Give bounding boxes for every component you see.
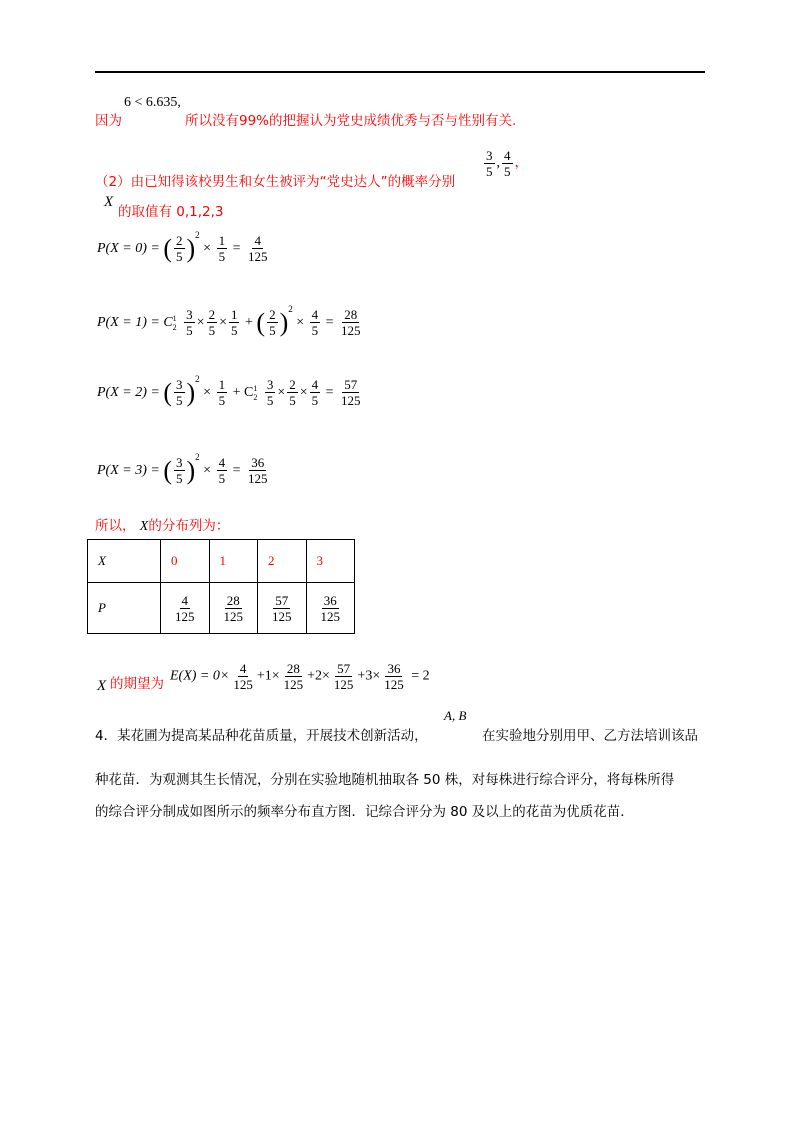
distribution-table [87,539,355,634]
table-cell: $\frac{36}{125}$ [306,583,355,634]
table-row [88,583,355,634]
table-cell: 0 [161,540,210,583]
expectation-label: 的期望为 [110,676,164,692]
equation-p0: P(X = 0) = ( $\frac{2}{5}$ )$^2$ × $\frac{1}{5}$ = $\frac{4}{125}$ [97,230,268,265]
expectation-formula: E(X) = 0× $\frac{4}{125}$ +1× $\frac{28}{125}$ +2× $\frac{57}{125}$ +3× $\frac{36}{125}$ = 2 [170,661,430,692]
table-cell: 2 [258,540,307,583]
table-header-x: X [88,540,161,583]
table-row [88,540,355,583]
distribution-label: 所以， X的分布列为： [95,518,230,534]
fraction: $\frac{3}{5}$ [486,148,493,179]
chi-square-comparison: 6 < 6.635, [124,95,181,110]
variable-x: X [104,194,114,210]
table-cell: 1 [209,540,258,583]
part2-probabilities: $\frac{3}{5}$ , $\frac{4}{5}$ ， [486,148,528,179]
values-text: 的取值有 0,1,2,3 [118,204,224,220]
equation-p2: P(X = 2) = ( $\frac{3}{5}$ )$^2$ × $\frac{1}{5}$ + C 1 2 $\frac{3}{5}$ × $\frac{2}{5}$ × $\frac{4}{5}$ = $\frac{57}{125}$ [97,374,361,409]
problem4-line1a: 4．某花圃为提高某品种花苗质量，开展技术创新活动， [95,728,428,744]
conclusion-text: 所以没有99%的把握认为党史成绩优秀与否与性别有关. [185,113,517,129]
table-cell: $\frac{28}{125}$ [209,583,258,634]
table-header-p: P [88,583,161,634]
part2-text: （2）由已知得该校男生和女生被评为“党史达人”的概率分别 [95,174,456,190]
table-cell: $\frac{57}{125}$ [258,583,307,634]
problem4-ab: A, B [444,708,467,723]
problem4-line1b: 在实验地分别用甲、乙方法培训该品 [482,728,698,744]
problem4-line2: 种花苗．为观测其生长情况，分别在实验地随机抽取各 50 株，对每株进行综合评分，将每株所得 [95,772,675,788]
equation-p1: P(X = 1) = C 1 2 $\frac{3}{5}$ × $\frac{2}{5}$ × $\frac{1}{5}$ + ( $\frac{2}{5}$ )$^2$ × $\frac{4}{5}$ = $\frac{28}{125}$ [97,304,361,339]
expectation-variable: X [97,678,107,694]
table-cell: $\frac{4}{125}$ [161,583,210,634]
conclusion-prefix: 因为 [95,113,122,129]
problem4-line3: 的综合评分制成如图所示的频率分布直方图．记综合评分为 80 及以上的花苗为优质花苗． [95,804,634,820]
fraction: $\frac{4}{5}$ [504,148,511,179]
header-rule [95,71,705,73]
table-cell: 3 [306,540,355,583]
equation-p3: P(X = 3) = ( $\frac{3}{5}$ )$^2$ × $\frac{4}{5}$ = $\frac{36}{125}$ [97,452,268,487]
